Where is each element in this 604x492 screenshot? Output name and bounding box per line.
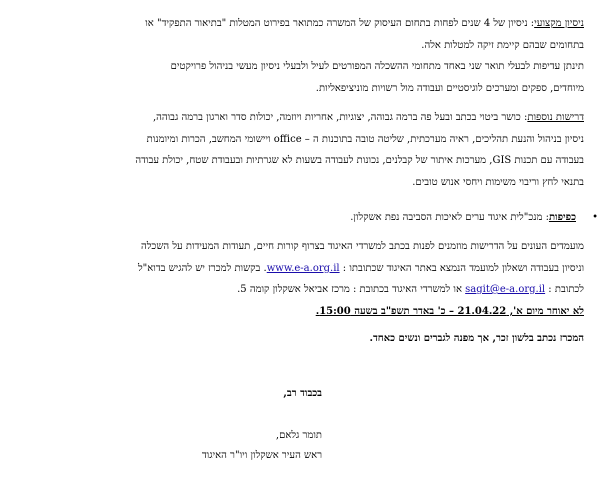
subordination-text: : מנכ"לית איגוד ערים לאיכות הסביבה נפת אשקלון.: [350, 212, 549, 223]
experience-line-2: בתחומים שבהם קיימת זיקה למטלות אלה.: [421, 39, 584, 51]
bullet-icon: •: [592, 212, 598, 223]
requirements-section: [16, 107, 584, 193]
website-link[interactable]: www.e-a.org.il: [266, 262, 340, 274]
requirements-line-1: דרישות נוספות: כושר ביטוי בכתב ובעל פה ברמה גבוהה, יצוגיות, אחריות ויוזמה, יכולות סדר וארגון ברמה גבוהה,: [152, 112, 584, 123]
requirements-label: דרישות נוספות: [527, 112, 584, 123]
signature-closing: בכבוד רב,: [283, 388, 322, 399]
experience-section: [16, 13, 584, 99]
application-line-2: וניסיון בעבודה ושאלון למועמד הנמצא באתר האיגוד שכתובתו : www.e-a.org.il. בקשות למכרז יש להגיש בדוא"ל: [137, 262, 584, 274]
email-link[interactable]: sagit@e-a.org.il: [465, 284, 546, 295]
subordination-item: [16, 208, 596, 228]
application-line-3: לכתובת : sagit@e-a.org.il או למשרדי האיגוד בכתובת : מרכז אביאל אשקלון קומה 5.: [237, 284, 584, 295]
application-line-1: מועמדים העונים על הדרישות מוזמנים לפנות בכתב למשרדי האיגוד בצרוף קורות חיים, תעודות המעידות על השכלה: [141, 241, 584, 252]
experience-line-4: מיוחדים, ספקים ומערכים לוגיסטיים ועבודה מול רשויות מוניציפאליות.: [315, 82, 584, 94]
requirements-line-4: בתנאי לחץ וריבוי משימות ויחסי אנוש טובים.: [412, 176, 584, 188]
experience-line-1: ניסיון מקצועי: ניסיון של 4 שנים לפחות בתחום העיסוק של המשרה כמתואר בפירוט המטלות "בתיאור התפקיד" או: [145, 18, 584, 29]
experience-line-3: תינתן עדיפות לבעלי תואר שני באחד מתחומי ההשכלה המפורטים לעיל ולבעלי ניסיון מעשי בניהול פרויקטים: [170, 61, 584, 72]
application-section: [16, 236, 584, 322]
gender-notice: המכרז נכתב בלשון זכר, אך מפנה לגברים ונשים כאחד.: [369, 333, 584, 344]
requirements-line-2: ניסיון בניהול והנעת תהליכים, ראיה מערכתית, שליטה טובה בתוכנות ה – office ויישומי המחשב, הכרות ומיומנות: [146, 133, 584, 145]
requirements-line-3: בעבודה עם תכנות GIS, מערכות איתור של קבלנים, נכונות לעבודה בשעות לא שגרתיות ובעבודת שטח, יכולת עבודה: [135, 155, 584, 166]
signature-name: תומר גלאם,: [275, 430, 322, 441]
experience-label: ניסיון מקצועי: [534, 18, 584, 29]
signature-title: ראש העיר אשקלון ויו"ר האיגוד: [201, 450, 322, 461]
deadline-line: לא יאוחר מיום א', 21.04.22 – כ' באדר תשפ"ב בשעה 15:00.: [315, 305, 584, 317]
subordination-label: כפיפות: [548, 212, 576, 223]
